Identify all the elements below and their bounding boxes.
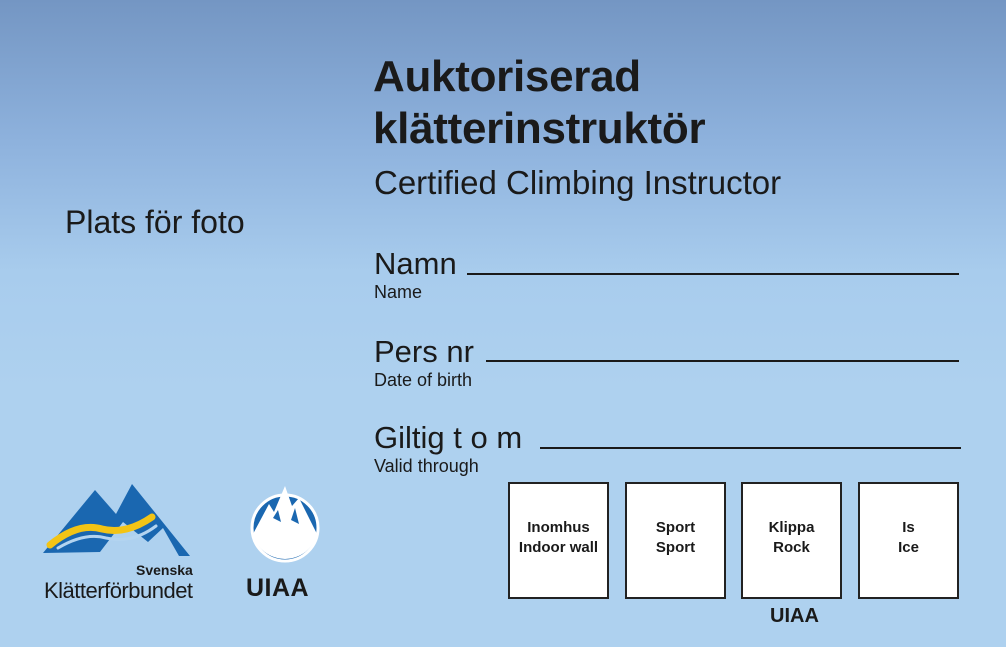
card-title-line2: klätterinstruktör (373, 104, 706, 153)
uiaa-mountain-icon (247, 482, 325, 572)
box-ice[interactable] (858, 482, 959, 599)
skf-logo-text-line1: Svenska (136, 562, 193, 578)
box-rock-swedish: Klippa (768, 519, 815, 536)
field-valid (374, 421, 522, 476)
skf-mountain-icon (40, 482, 192, 558)
field-name-line[interactable] (467, 273, 959, 275)
box-rock-english: Rock (773, 539, 810, 556)
box-sport[interactable] (625, 482, 726, 599)
box-ice-english: Ice (898, 539, 919, 556)
field-name (374, 247, 457, 302)
skf-logo-text-line2: Klätterförbundet (44, 578, 193, 603)
field-name-sublabel: Name (374, 282, 423, 302)
box-ice-swedish: Is (902, 519, 915, 536)
photo-placeholder: Plats för foto (65, 204, 245, 240)
field-valid-sublabel: Valid through (374, 456, 479, 476)
field-birth-sublabel: Date of birth (374, 370, 473, 390)
box-sport-swedish: Sport (655, 519, 696, 536)
boxes-caption: UIAA (770, 605, 819, 627)
card-subtitle: Certified Climbing Instructor (374, 164, 782, 201)
card-title-line1: Auktoriserad (373, 52, 641, 101)
box-rock[interactable] (741, 482, 842, 599)
field-name-label: Namn (374, 246, 457, 281)
field-valid-line[interactable] (540, 447, 961, 449)
field-valid-label: Giltig t o m (374, 420, 523, 455)
field-birth-line[interactable] (486, 360, 959, 362)
uiaa-logo-text: UIAA (246, 574, 310, 602)
field-birth (374, 335, 474, 390)
box-sport-english: Sport (655, 539, 696, 556)
box-indoor[interactable] (508, 482, 609, 599)
box-indoor-english: Indoor wall (518, 539, 599, 556)
field-birth-label: Pers nr (374, 334, 474, 369)
box-indoor-swedish: Inomhus (527, 519, 590, 536)
